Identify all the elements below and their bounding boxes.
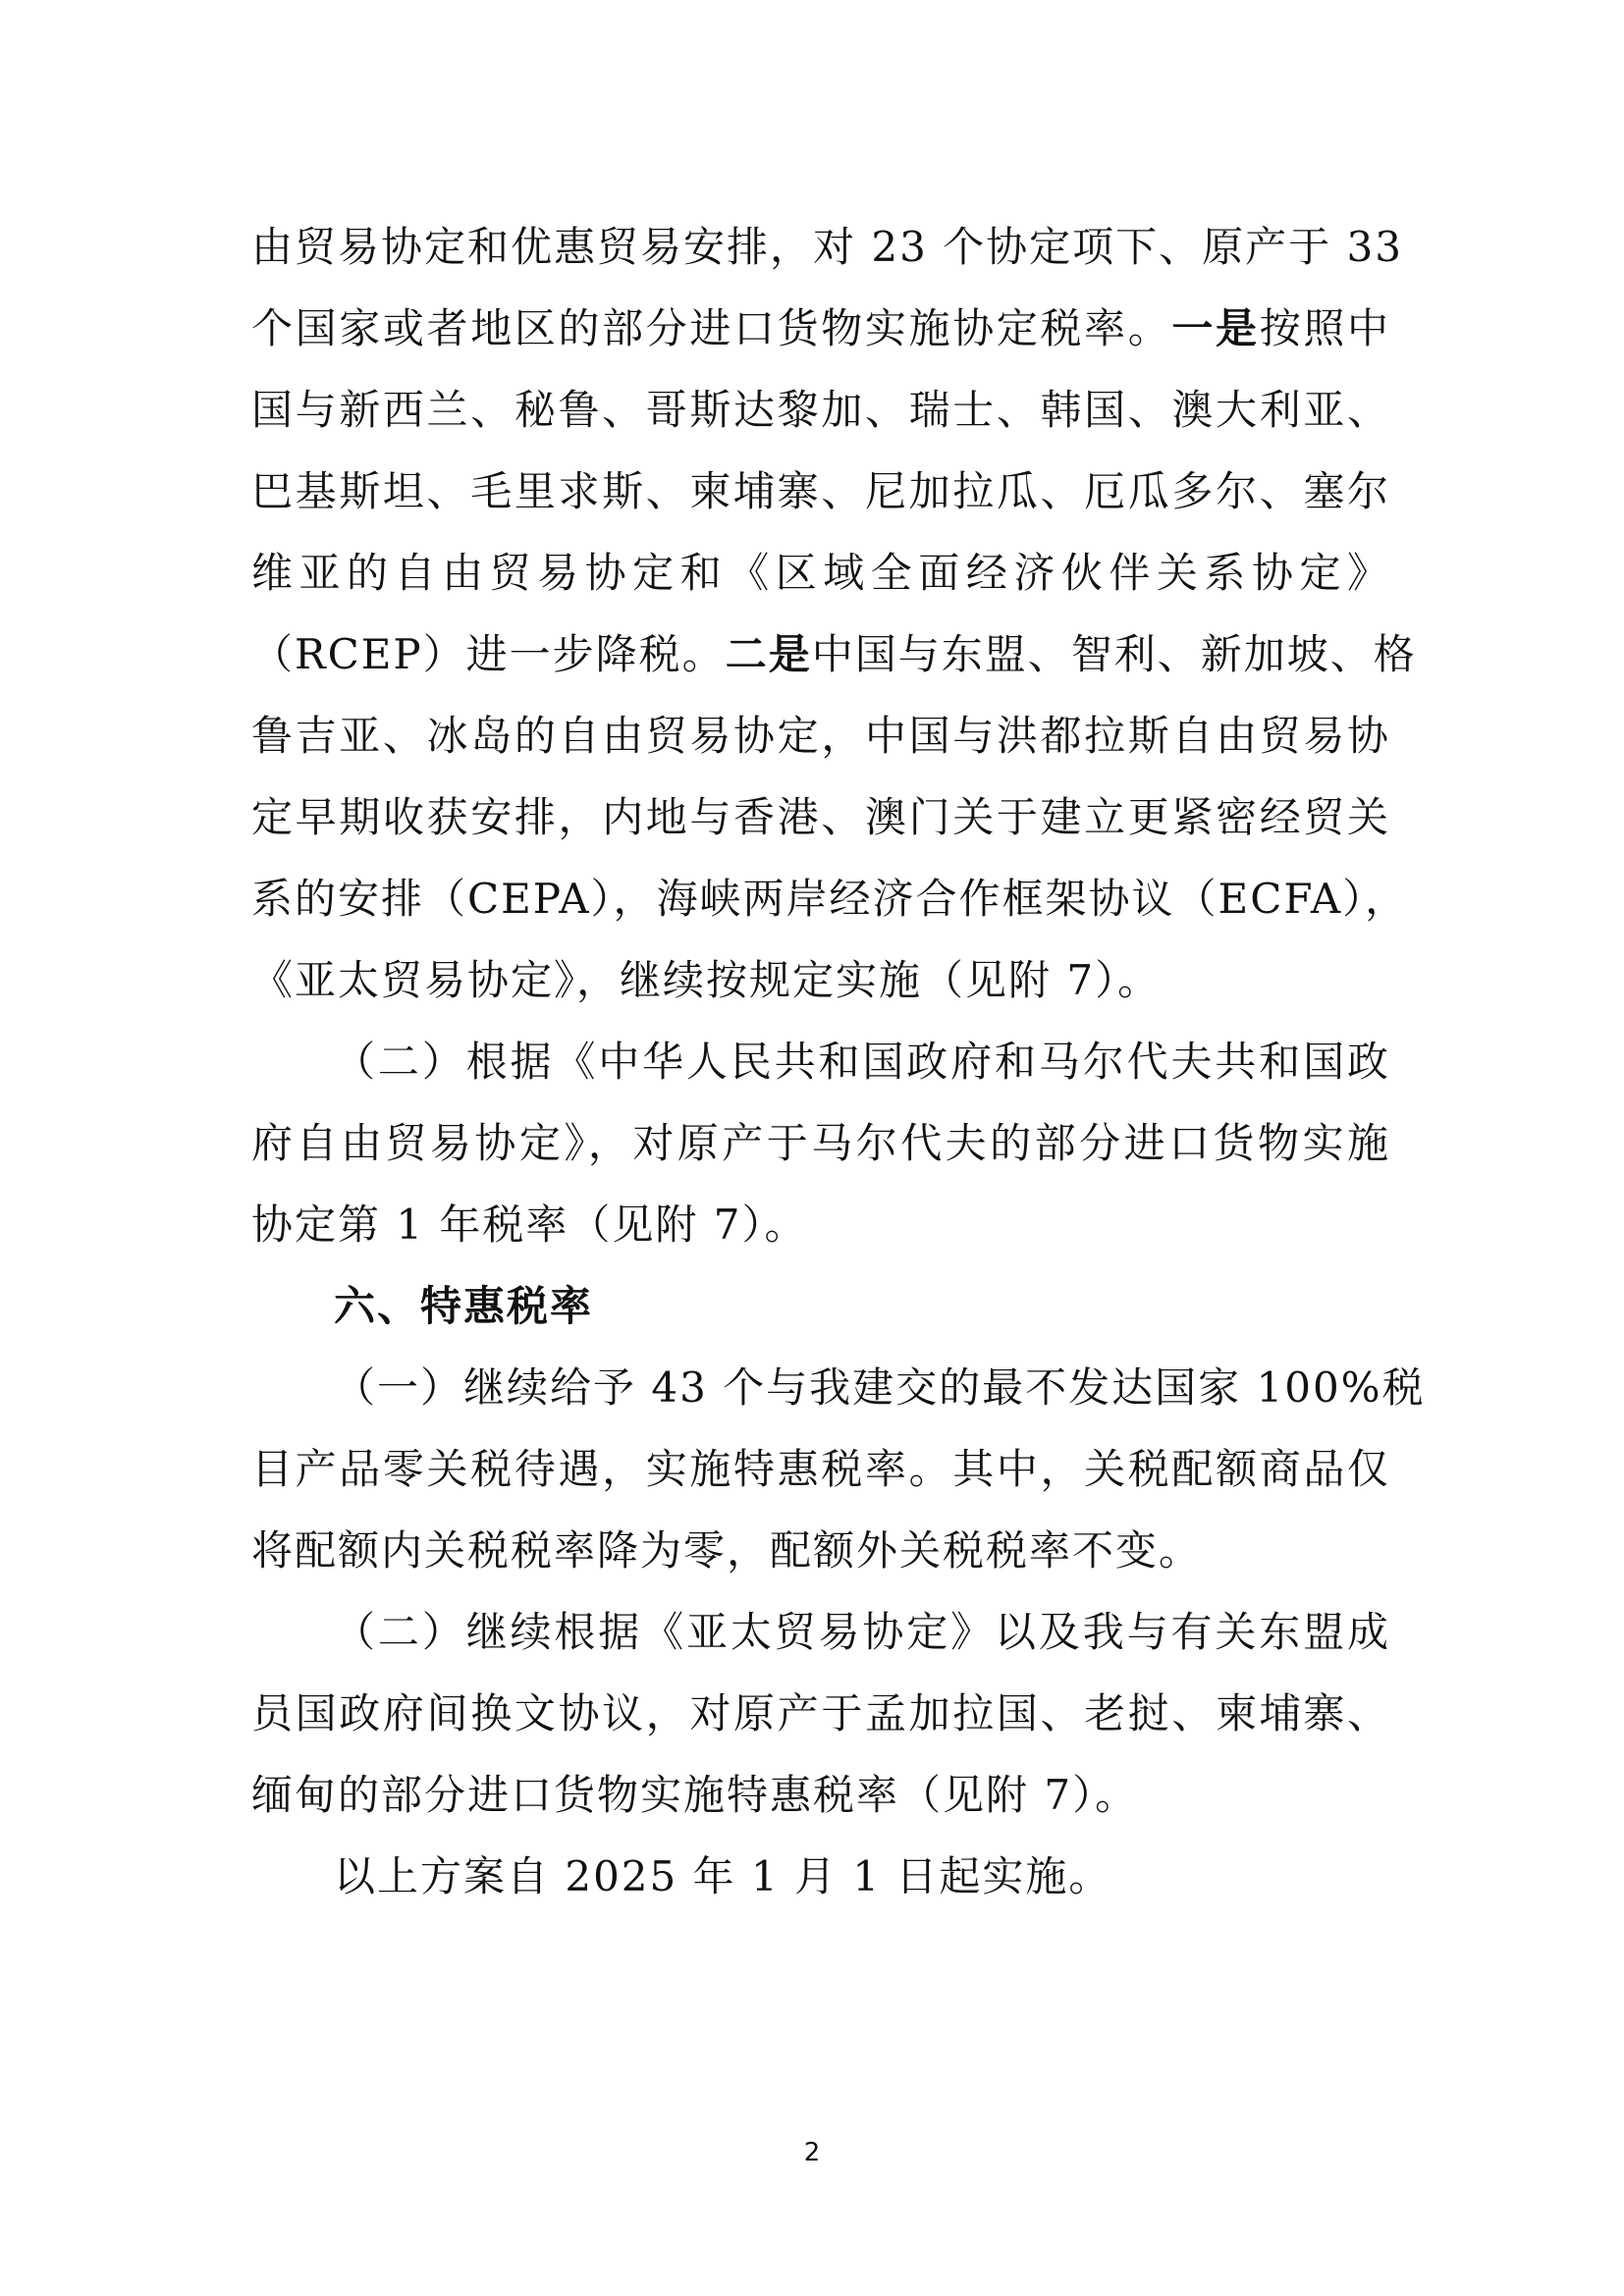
paragraph-2-line-1: （二）根据《中华人民共和国政府和马尔代夫共和国政 bbox=[334, 1038, 1390, 1086]
point-two-label: 二是 bbox=[725, 630, 812, 678]
paragraph-1-line-7: 鲁吉亚、冰岛的自由贸易协定，中国与洪都拉斯自由贸易协 bbox=[251, 712, 1390, 760]
paragraph-3-line-2: 目产品零关税待遇，实施特惠税率。其中，关税配额商品仅 bbox=[251, 1445, 1390, 1493]
page-number: 2 bbox=[803, 2138, 821, 2167]
paragraph-1-line-9: 系的安排（CEPA），海峡两岸经济合作框架协议（ECFA）， bbox=[251, 875, 1409, 923]
paragraph-1-line-6 bbox=[251, 625, 1417, 684]
paragraph-1-line-2-tail: 按照中 bbox=[1259, 304, 1390, 352]
paragraph-3-line-1: （一）继续给予 43 个与我建交的最不发达国家 100%税 bbox=[334, 1363, 1426, 1412]
paragraph-4-line-3: 缅甸的部分进口货物实施特惠税率（见附 7）。 bbox=[251, 1771, 1139, 1819]
paragraph-1-line-10: 《亚太贸易协定》，继续按规定实施（见附 7）。 bbox=[251, 956, 1162, 1004]
paragraph-1-line-6-text: （RCEP）进一步降税。 bbox=[251, 630, 726, 678]
paragraph-4-line-1: （二）继续根据《亚太贸易协定》以及我与有关东盟成 bbox=[334, 1608, 1390, 1656]
paragraph-2-line-2: 府自由贸易协定》，对原产于马尔代夫的部分进口货物实施 bbox=[251, 1119, 1390, 1167]
paragraph-1-line-2 bbox=[251, 299, 1390, 358]
section-heading: 六、特惠税率 bbox=[334, 1282, 594, 1330]
paragraph-1-line-6-tail: 中国与东盟、智利、新加坡、格 bbox=[811, 630, 1417, 678]
paragraph-1-line-5: 维亚的自由贸易协定和《区域全面经济伙伴关系协定》 bbox=[251, 549, 1390, 597]
paragraph-1-line-8: 定早期收获安排，内地与香港、澳门关于建立更紧密经贸关 bbox=[251, 793, 1390, 841]
paragraph-1-line-4: 巴基斯坦、毛里求斯、柬埔寨、尼加拉瓜、厄瓜多尔、塞尔 bbox=[251, 467, 1390, 515]
point-one-label: 一是 bbox=[1171, 304, 1260, 352]
paragraph-1-line-1: 由贸易协定和优惠贸易安排，对 23 个协定项下、原产于 33 bbox=[251, 223, 1403, 271]
paragraph-1-line-3: 国与新西兰、秘鲁、哥斯达黎加、瑞士、韩国、澳大利亚、 bbox=[251, 386, 1390, 434]
closing-statement: 以上方案自 2025 年 1 月 1 日起实施。 bbox=[334, 1852, 1112, 1900]
paragraph-4-line-2: 员国政府间换文协议，对原产于孟加拉国、老挝、柬埔寨、 bbox=[251, 1689, 1390, 1737]
paragraph-3-line-3: 将配额内关税税率降为零，配额外关税税率不变。 bbox=[251, 1526, 1203, 1575]
paragraph-1-line-2-text: 个国家或者地区的部分进口货物实施协定税率。 bbox=[251, 304, 1172, 352]
paragraph-2-line-3: 协定第 1 年税率（见附 7）。 bbox=[251, 1201, 808, 1249]
